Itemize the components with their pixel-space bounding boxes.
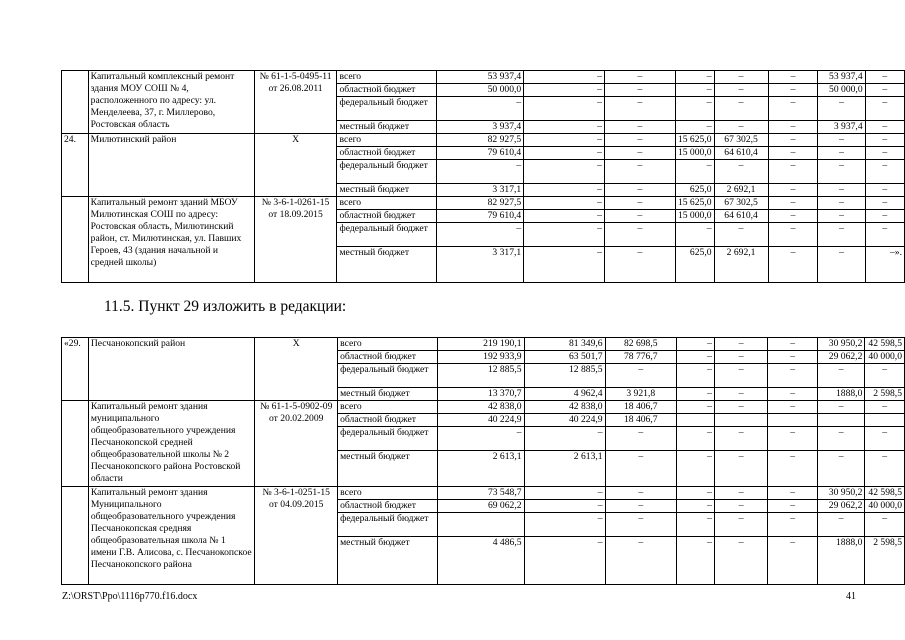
funding-source: всего	[337, 134, 437, 147]
amount-cell: –	[437, 97, 524, 121]
amount-cell: –	[604, 184, 675, 197]
amount-cell: –	[768, 537, 818, 585]
amount-cell: 64 610,4	[714, 210, 768, 223]
object-name: Капитальный ремонт здания муниципального общеобразовательного учреждения Песчанокопской средней общеобразовательной школы № 2 Песчанокопского района Ростовской области	[88, 401, 255, 487]
amount-cell: 2 692,1	[714, 247, 768, 283]
amount-cell: –	[437, 160, 524, 184]
amount-cell: –	[675, 71, 714, 84]
table-row	[62, 487, 905, 500]
amount-cell: –	[865, 451, 905, 487]
amount-cell: 15 625,0	[675, 134, 714, 147]
amount-cell: –	[768, 500, 818, 513]
amount-cell: –	[768, 84, 818, 97]
amount-cell: 1888,0	[817, 537, 864, 585]
funding-source: местный бюджет	[337, 184, 437, 197]
amount-cell: –	[865, 160, 904, 184]
amount-cell: 3 937,4	[818, 121, 865, 134]
funding-source: федеральный бюджет	[337, 97, 437, 121]
amount-cell: –	[524, 121, 605, 134]
amount-cell: 4 962,4	[524, 388, 605, 401]
amount-cell: –	[524, 184, 605, 197]
document-ref: № 61-1-5-0902-09 от 20.02.2009	[255, 401, 338, 487]
amount-cell: –	[818, 97, 865, 121]
funding-source: местный бюджет	[337, 121, 437, 134]
amount-cell: –	[818, 134, 865, 147]
amount-cell: 3 317,1	[437, 247, 524, 283]
amount-cell: 78 776,7	[605, 351, 676, 364]
amount-cell: –	[524, 247, 605, 283]
amount-cell: 4 486,5	[437, 537, 524, 585]
amount-cell: –	[768, 121, 818, 134]
amount-cell: 42 598,5	[865, 487, 905, 500]
amount-cell: –	[676, 351, 714, 364]
amount-cell: –	[524, 210, 605, 223]
amount-cell: –	[605, 537, 676, 585]
amount-cell: 18 406,7	[605, 414, 676, 427]
amount-cell: –	[524, 427, 605, 451]
amount-cell: –	[524, 160, 605, 184]
amount-cell: –	[675, 84, 714, 97]
amount-cell: –	[675, 223, 714, 247]
amount-cell: –	[818, 223, 865, 247]
amount-cell: 82 927,5	[437, 197, 524, 210]
amount-cell: –	[714, 513, 767, 537]
amount-cell: 625,0	[675, 247, 714, 283]
amount-cell: –	[524, 197, 605, 210]
amount-cell: 2 598,5	[865, 537, 905, 585]
amount-cell: 40 224,9	[524, 414, 605, 427]
amount-cell: –	[676, 451, 714, 487]
amount-cell: 12 885,5	[437, 364, 524, 388]
amount-cell: –	[865, 427, 905, 451]
amount-cell: 13 370,7	[437, 388, 524, 401]
amount-cell: 42 838,0	[437, 401, 524, 414]
amount-cell: –	[714, 97, 768, 121]
amount-cell: –	[865, 97, 904, 121]
amount-cell: –	[524, 223, 605, 247]
amount-cell: –	[714, 364, 767, 388]
funding-source: областной бюджет	[337, 84, 437, 97]
amount-cell: 30 950,2	[817, 338, 864, 351]
amount-cell: –	[714, 338, 767, 351]
amount-cell: 30 950,2	[817, 487, 864, 500]
amount-cell: –	[676, 401, 714, 414]
amount-cell: –	[768, 134, 818, 147]
object-name: Милютинский район	[88, 134, 254, 197]
amount-cell: –	[524, 84, 605, 97]
amount-cell: –	[768, 401, 818, 414]
amount-cell: 40 224,9	[437, 414, 524, 427]
amount-cell: –	[604, 121, 675, 134]
amount-cell: –	[818, 184, 865, 197]
amount-cell: –	[865, 84, 904, 97]
amount-cell: –	[524, 500, 605, 513]
amount-cell: 53 937,4	[818, 71, 865, 84]
amount-cell: –	[768, 338, 818, 351]
amount-cell: –	[604, 210, 675, 223]
amount-cell: 2 613,1	[437, 451, 524, 487]
amount-cell: –	[817, 451, 864, 487]
amount-cell: –	[768, 223, 818, 247]
amount-cell	[676, 414, 714, 427]
amount-cell: –	[865, 364, 905, 388]
amount-cell: –	[768, 160, 818, 184]
amount-cell: –	[524, 513, 605, 537]
amount-cell: –	[865, 401, 905, 414]
amount-cell: –	[768, 487, 818, 500]
amount-cell: 29 062,2	[817, 351, 864, 364]
table-row	[62, 134, 905, 147]
funding-source: федеральный бюджет	[337, 223, 437, 247]
amount-cell: –	[675, 121, 714, 134]
funding-source: федеральный бюджет	[338, 364, 438, 388]
item-number	[62, 487, 89, 585]
amount-cell: 67 302,5	[714, 197, 768, 210]
amount-cell: –	[524, 147, 605, 160]
amount-cell: 192 933,9	[437, 351, 524, 364]
amount-cell: –	[714, 223, 768, 247]
funding-source: областной бюджет	[338, 351, 438, 364]
amount-cell: 15 000,0	[675, 210, 714, 223]
amount-cell: 3 937,4	[437, 121, 524, 134]
amount-cell: 82 698,5	[605, 338, 676, 351]
funding-source: местный бюджет	[337, 247, 437, 283]
amount-cell: –	[817, 364, 864, 388]
amount-cell: –	[768, 351, 818, 364]
amount-cell: –	[768, 513, 818, 537]
amount-cell: –	[768, 364, 818, 388]
item-number	[62, 197, 89, 283]
amount-cell: 42 838,0	[524, 401, 605, 414]
object-name: Капитальный ремонт здания Муниципального общеобразовательного учреждения Песчанокопская средняя общеобразовательная школа № 1 имени Г.В. Алисова, с. Песчанокопское Песчанокопского района	[88, 487, 255, 585]
document-ref: № 3-6-1-0251-15 от 04.09.2015	[255, 487, 338, 585]
document-ref: Х	[254, 134, 337, 197]
amount-cell	[714, 414, 767, 427]
amount-cell: –	[604, 134, 675, 147]
amount-cell: –	[865, 210, 904, 223]
amount-cell	[437, 513, 524, 537]
amount-cell: –».	[865, 247, 904, 283]
document-ref: Х	[255, 338, 338, 401]
budget-table-top	[61, 70, 905, 283]
amount-cell: –	[604, 147, 675, 160]
funding-source: областной бюджет	[338, 414, 438, 427]
item-number: 24.	[62, 134, 89, 197]
document-ref: № 3-6-1-0261-15 от 18.09.2015	[254, 197, 337, 283]
amount-cell: –	[676, 388, 714, 401]
amount-cell: –	[604, 97, 675, 121]
amount-cell: 50 000,0	[437, 84, 524, 97]
amount-cell: –	[604, 223, 675, 247]
amount-cell: –	[768, 71, 818, 84]
amount-cell: –	[714, 487, 767, 500]
table-row	[62, 401, 905, 414]
amount-cell: –	[524, 487, 605, 500]
amount-cell: 69 062,2	[437, 500, 524, 513]
amount-cell: –	[768, 451, 818, 487]
amount-cell: –	[604, 71, 675, 84]
amount-cell: –	[768, 210, 818, 223]
amount-cell: 82 927,5	[437, 134, 524, 147]
table-row	[62, 338, 905, 351]
amount-cell: –	[676, 537, 714, 585]
amount-cell: –	[865, 134, 904, 147]
table-row	[62, 71, 905, 84]
funding-source: всего	[338, 401, 438, 414]
amount-cell: 625,0	[675, 184, 714, 197]
amount-cell: –	[865, 513, 905, 537]
amount-cell: –	[675, 97, 714, 121]
amount-cell: –	[605, 451, 676, 487]
page-number: 41	[846, 591, 856, 602]
amount-cell: –	[818, 160, 865, 184]
funding-source: федеральный бюджет	[338, 513, 438, 537]
amount-cell: –	[768, 388, 818, 401]
funding-source: федеральный бюджет	[338, 427, 438, 451]
amount-cell: –	[714, 537, 767, 585]
amount-cell: 79 610,4	[437, 210, 524, 223]
amount-cell: –	[605, 513, 676, 537]
amount-cell: –	[865, 71, 904, 84]
amount-cell: –	[605, 427, 676, 451]
amount-cell: 12 885,5	[524, 364, 605, 388]
amount-cell: –	[768, 427, 818, 451]
amount-cell: 42 598,5	[865, 338, 905, 351]
amount-cell: 67 302,5	[714, 134, 768, 147]
amount-cell: 15 625,0	[675, 197, 714, 210]
amount-cell: –	[675, 160, 714, 184]
amount-cell: –	[768, 197, 818, 210]
object-name: Капитальный ремонт зданий МБОУ Милютинская СОШ по адресу: Ростовская область, Милютинский район, ст. Милютинская, ул. Павших Героев, 43 (здания начальной и средней школы)	[88, 197, 254, 283]
amount-cell: –	[714, 500, 767, 513]
amount-cell: –	[818, 147, 865, 160]
amount-cell: 64 610,4	[714, 147, 768, 160]
amount-cell: –	[604, 84, 675, 97]
amount-cell: 2 613,1	[524, 451, 605, 487]
item-number: «29.	[62, 338, 89, 401]
amount-cell: 219 190,1	[437, 338, 524, 351]
amount-cell: –	[768, 184, 818, 197]
amount-cell: –	[818, 247, 865, 283]
document-ref: № 61-1-5-0495-11 от 26.08.2011	[254, 71, 337, 134]
amount-cell: –	[676, 338, 714, 351]
amount-cell: –	[714, 71, 768, 84]
amount-cell	[817, 414, 864, 427]
amount-cell: 3 921,8	[605, 388, 676, 401]
amount-cell: 18 406,7	[605, 401, 676, 414]
amount-cell: –	[818, 197, 865, 210]
amount-cell: –	[865, 147, 904, 160]
amount-cell: –	[676, 500, 714, 513]
amount-cell: –	[714, 388, 767, 401]
amount-cell: –	[768, 247, 818, 283]
amount-cell: –	[676, 513, 714, 537]
amount-cell: –	[714, 401, 767, 414]
amount-cell: –	[604, 197, 675, 210]
amount-cell: 50 000,0	[818, 84, 865, 97]
footer-file-path: Z:\ORST\Ppo\1116p770.f16.docx	[62, 591, 198, 602]
funding-source: федеральный бюджет	[337, 160, 437, 184]
amount-cell: –	[714, 160, 768, 184]
item-number	[62, 401, 89, 487]
amount-cell: 81 349,6	[524, 338, 605, 351]
amount-cell: –	[817, 401, 864, 414]
amount-cell: –	[714, 121, 768, 134]
amount-cell: –	[437, 223, 524, 247]
amount-cell: 2 598,5	[865, 388, 905, 401]
amount-cell	[865, 414, 905, 427]
amount-cell: 15 000,0	[675, 147, 714, 160]
amount-cell: –	[865, 121, 904, 134]
amount-cell: 73 548,7	[437, 487, 524, 500]
amount-cell: 29 062,2	[817, 500, 864, 513]
funding-source: всего	[337, 71, 437, 84]
amount-cell: –	[524, 71, 605, 84]
funding-source: местный бюджет	[338, 388, 438, 401]
funding-source: областной бюджет	[338, 500, 438, 513]
funding-source: всего	[337, 197, 437, 210]
amount-cell: –	[437, 427, 524, 451]
section-heading: 11.5. Пункт 29 изложить в редакции:	[104, 298, 347, 315]
amount-cell: –	[714, 84, 768, 97]
funding-source: местный бюджет	[338, 537, 438, 585]
amount-cell: –	[714, 451, 767, 487]
amount-cell: –	[524, 134, 605, 147]
budget-table-bottom	[61, 337, 905, 585]
amount-cell: –	[605, 500, 676, 513]
amount-cell	[768, 414, 818, 427]
object-name: Капитальный комплексный ремонт здания МОУ СОШ № 4, расположенного по адресу: ул. Менделеева, 37, г. Миллерово, Ростовская область	[88, 71, 254, 134]
amount-cell: 40 000,0	[865, 500, 905, 513]
amount-cell: 2 692,1	[714, 184, 768, 197]
amount-cell: –	[865, 197, 904, 210]
amount-cell: –	[714, 351, 767, 364]
amount-cell: –	[604, 247, 675, 283]
amount-cell: –	[524, 97, 605, 121]
amount-cell: –	[676, 427, 714, 451]
amount-cell: 3 317,1	[437, 184, 524, 197]
funding-source: всего	[338, 487, 438, 500]
funding-source: областной бюджет	[337, 147, 437, 160]
amount-cell: –	[768, 97, 818, 121]
amount-cell: –	[604, 160, 675, 184]
amount-cell: 63 501,7	[524, 351, 605, 364]
object-name: Песчанокопский район	[88, 338, 255, 401]
amount-cell: –	[676, 364, 714, 388]
amount-cell: –	[817, 427, 864, 451]
item-number	[62, 71, 89, 134]
funding-source: местный бюджет	[338, 451, 438, 487]
amount-cell: 53 937,4	[437, 71, 524, 84]
amount-cell: –	[524, 537, 605, 585]
amount-cell: 79 610,4	[437, 147, 524, 160]
amount-cell: –	[768, 147, 818, 160]
amount-cell: 40 000,0	[865, 351, 905, 364]
amount-cell: –	[605, 364, 676, 388]
funding-source: всего	[338, 338, 438, 351]
amount-cell: –	[714, 427, 767, 451]
amount-cell: –	[676, 487, 714, 500]
table-row	[62, 197, 905, 210]
amount-cell: –	[865, 223, 904, 247]
funding-source: областной бюджет	[337, 210, 437, 223]
amount-cell: –	[865, 184, 904, 197]
amount-cell: –	[605, 487, 676, 500]
amount-cell: 1888,0	[817, 388, 864, 401]
amount-cell: –	[817, 513, 864, 537]
amount-cell: –	[818, 210, 865, 223]
